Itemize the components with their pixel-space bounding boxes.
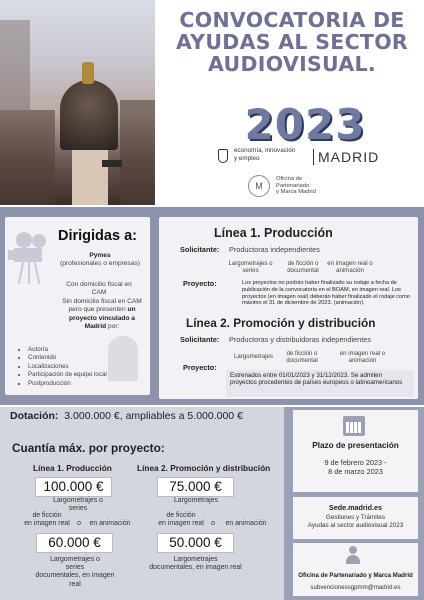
vinculacion-list (22, 346, 117, 388)
linea2-proyecto-text: Estrenados entre 01/01/2023 y 31/12/2023. Se admiten proyectos procedentes de países europeos o latinoamericanos (226, 370, 414, 397)
madrid-city-photo (0, 0, 155, 205)
film-camera-icon (8, 232, 52, 284)
linea2-solicitante-label: Solicitante: (180, 335, 220, 344)
list-item: • Contenido (28, 354, 117, 362)
contacto-name: Oficina de Partenariado y Marca Madrid (298, 572, 413, 579)
amount-ficcion-l1-anim: en animación (89, 520, 131, 527)
amount-ficcion-l1: 100.000 € (35, 477, 112, 497)
linea1-cell-tecnica: en imagen real o animación (327, 260, 373, 275)
sede-link[interactable]: Sede.madrid.es (328, 503, 383, 512)
area-name: economía, innovación y empleo (234, 147, 296, 162)
amount-ficcion-l1-desc: Largometrajes o series (53, 497, 103, 513)
domicilio-no-cam: Sin domicilio fiscal en CAM pero que presenten un proyecto vinculado a Madrid por: (62, 298, 142, 330)
linea1-proyecto-label: Proyecto: (183, 279, 217, 288)
list-item: • Autoría (28, 346, 117, 354)
plazo-title: Plazo de presentación (312, 441, 399, 450)
title-line-3: AUDIOVISUAL. (208, 52, 376, 76)
madrid-crest-icon (218, 149, 228, 163)
madrid-word: MADRID (313, 149, 379, 165)
linea2-solicitante-value: Productoras y distribuidoras independientes (229, 335, 371, 344)
linea1-cell-formato: Largometrajes o series (228, 260, 273, 275)
amount-documental-l2-desc: Largometrajes documentales, en imagen real (149, 556, 242, 572)
amount-ficcion-l2: 75.000 € (157, 477, 234, 497)
year: 2023 (244, 100, 366, 149)
connector-o: o (77, 520, 81, 527)
linea1-title: Línea 1. Producción (214, 226, 333, 240)
sede-path: Gestiones y Trámites Ayudas al sector audiovisual 2023 (307, 514, 404, 529)
list-item: • Participación de equipo local (28, 371, 117, 379)
pymes-text: Pymes (profesionales o empresas) (60, 252, 140, 268)
linea1-cell-genero: de ficción o documental (287, 260, 319, 275)
dirigidas-title: Dirigidas a: (58, 228, 137, 244)
cuantia-linea1-title: Línea 1. Producción (33, 463, 112, 473)
madrid-logo (218, 146, 388, 170)
cuantia-linea2-title: Línea 2. Promoción y distribución (137, 463, 271, 473)
list-item: • Localizaciones (28, 363, 117, 371)
linea2-cell-genero: de ficción o documental (286, 350, 318, 365)
cuantia-title: Cuantía máx. por proyecto: (12, 441, 165, 455)
connector-o: o (211, 520, 215, 527)
amount-ficcion-l2-desc: Largometrajes (173, 497, 219, 504)
list-item: • Postproducción (28, 380, 117, 388)
plazo-dates: 9 de febrero 2023 - 8 de marzo 2023 (324, 458, 387, 477)
oficina-mark-icon: M (248, 175, 270, 197)
linea1-solicitante-value: Productoras independientes (229, 245, 320, 254)
amount-documental-l2: 50.000 € (157, 533, 234, 553)
amount-documental-l1: 60.000 € (36, 533, 113, 553)
title-line-2: AYUDAS AL SECTOR (175, 30, 409, 54)
linea2-title: Línea 2. Promoción y distribución (186, 316, 376, 330)
linea2-cell-tecnica: en imagen real o animación (339, 350, 386, 365)
contacto-email[interactable]: subvencionessgpmm@madrid.es (310, 584, 401, 591)
linea2-proyecto-label: Proyecto: (183, 363, 217, 372)
oficina-logo: M Oficina de Partenariado y Marca Madrid (248, 175, 368, 203)
person-icon (345, 546, 361, 564)
linea2-cell-formato: Largometrajes (234, 353, 273, 360)
domicilio-cam: Con domicilio fiscal en CAM (66, 281, 132, 297)
amount-documental-l1-desc: Largometrajes o series documentales, en imagen real (35, 556, 115, 588)
linea1-solicitante-label: Solicitante: (180, 245, 220, 254)
dotacion: Dotación: 3.000.000 €, ampliables a 5.000.000 € (10, 410, 243, 422)
amount-ficcion-l2-anim: en animación (225, 520, 267, 527)
calendar-icon (343, 416, 365, 436)
linea1-proyecto-text: Los proyectos no podrán haber finalizado su rodaje a fecha de publicación de la convocatoria en el BOAM, en imagen real. Los proyectos (en imagen real) deberán haber finalizado el rodaje como máximo el 31 de diciembre de 2023. (animación). (242, 280, 410, 307)
title-line-1: CONVOCATORIA DE (179, 8, 405, 32)
amount-ficcion-l1-type: de ficción en imagen real (24, 512, 70, 528)
amount-ficcion-l2-type: de ficción en imagen real (158, 512, 204, 528)
